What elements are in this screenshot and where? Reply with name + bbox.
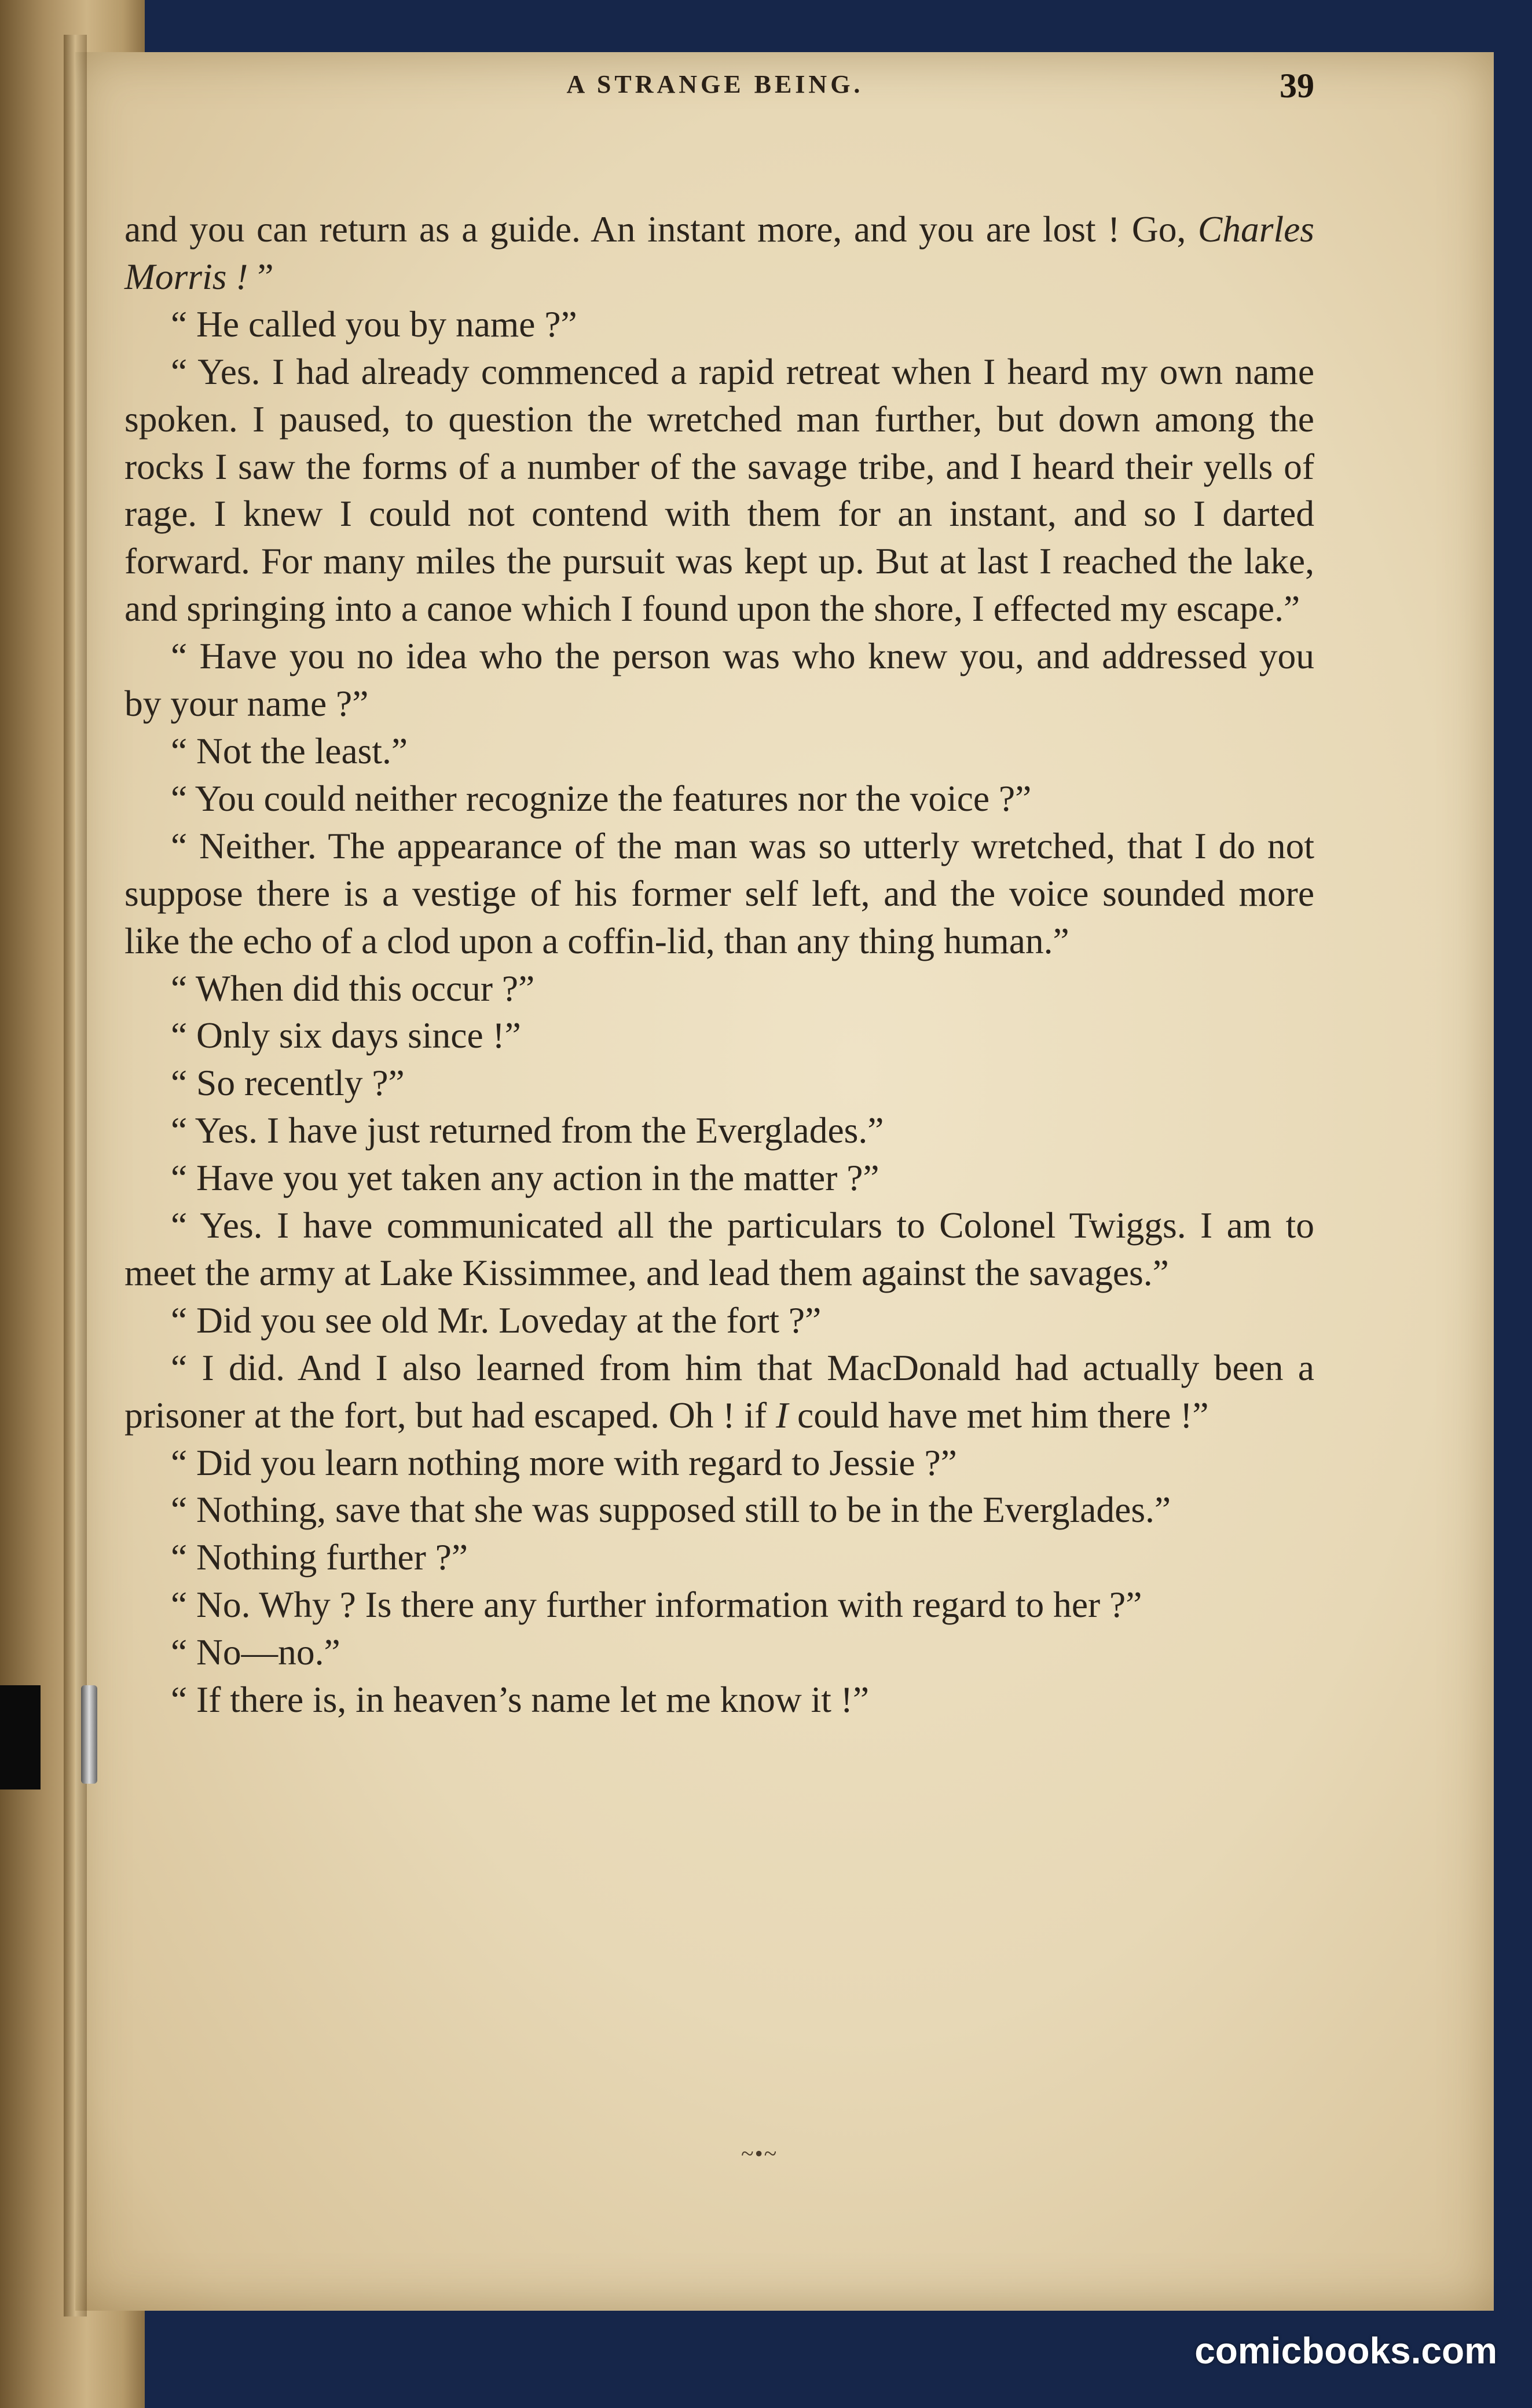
watermark: comicbooks.com [1194, 2330, 1497, 2372]
paragraph: “ Nothing further ?” [171, 1536, 468, 1578]
paragraph: “ Yes. I had already commenced a rapid retreat when I heard my own name spoken. I paused, to question the wretched man further, but down among the rocks I saw the forms of a number of the savage tribe, and I heard their yells of rage. I knew I could not contend with them for an instant, and so I darted forward. For many miles the pursuit was kept up. But at last I reached the lake, and springing into a canoe which I found upon the shore, I effected my escape.” [124, 350, 1314, 630]
body-text [124, 206, 1314, 1723]
paragraph: “ Have you no idea who the person was who knew you, and addressed you by your name ?” [124, 635, 1314, 724]
paragraph: “ He called you by name ?” [171, 303, 577, 345]
paragraph: “ Did you learn nothing more with regard to Jessie ?” [171, 1441, 957, 1483]
italic-name: Charles Morris ! [124, 208, 1314, 297]
paragraph: “ Nothing, save that she was supposed still to be in the Everglades.” [171, 1489, 1171, 1531]
paragraph: “ If there is, in heaven’s name let me know it !” [171, 1679, 870, 1721]
binding-clip [0, 1685, 41, 1789]
page-number: 39 [1280, 67, 1314, 105]
paragraph: “ No—no.” [171, 1631, 340, 1673]
paragraph: “ I did. And I also learned from him that MacDonald had actually been a prisoner at the fort, but had escaped. Oh ! if I could have met him there !” [124, 1346, 1314, 1436]
footer-ornament: ~•~ [741, 2140, 778, 2167]
running-head: A STRANGE BEING. [566, 70, 864, 98]
paragraph: “ When did this occur ?” [171, 967, 535, 1009]
paragraph: “ Yes. I have communicated all the particulars to Colonel Twiggs. I am to meet the army at Lake Kissimmee, and lead them against the savages.” [124, 1205, 1314, 1293]
paragraph: “ Have you yet taken any action in the matter ?” [171, 1157, 879, 1199]
paragraph: “ Neither. The appearance of the man was so utterly wretched, that I do not suppose there is a vestige of his former self left, and the voice sounded more like the echo of a clod upon a coffin-lid, than any thing human.” [124, 825, 1314, 961]
paragraph: “ So recently ?” [171, 1062, 405, 1104]
paragraph: “ Did you see old Mr. Loveday at the fort ?” [171, 1299, 822, 1341]
paragraph: “ Only six days since !” [171, 1015, 521, 1056]
italic-word: I [776, 1394, 789, 1436]
binding-staple [81, 1685, 97, 1784]
paragraph: “ Yes. I have just returned from the Everglades.” [171, 1110, 884, 1151]
page-header [116, 69, 1314, 122]
page-gutter [64, 35, 87, 2316]
paragraph: “ Not the least.” [171, 730, 408, 771]
paragraph: “ No. Why ? Is there any further information with regard to her ?” [171, 1584, 1142, 1626]
paragraph: “ You could neither recognize the features nor the voice ?” [171, 777, 1032, 819]
paragraph: and you can return as a guide. An instant more, and you are lost ! Go, Charles Morris ! ” [124, 208, 1314, 297]
